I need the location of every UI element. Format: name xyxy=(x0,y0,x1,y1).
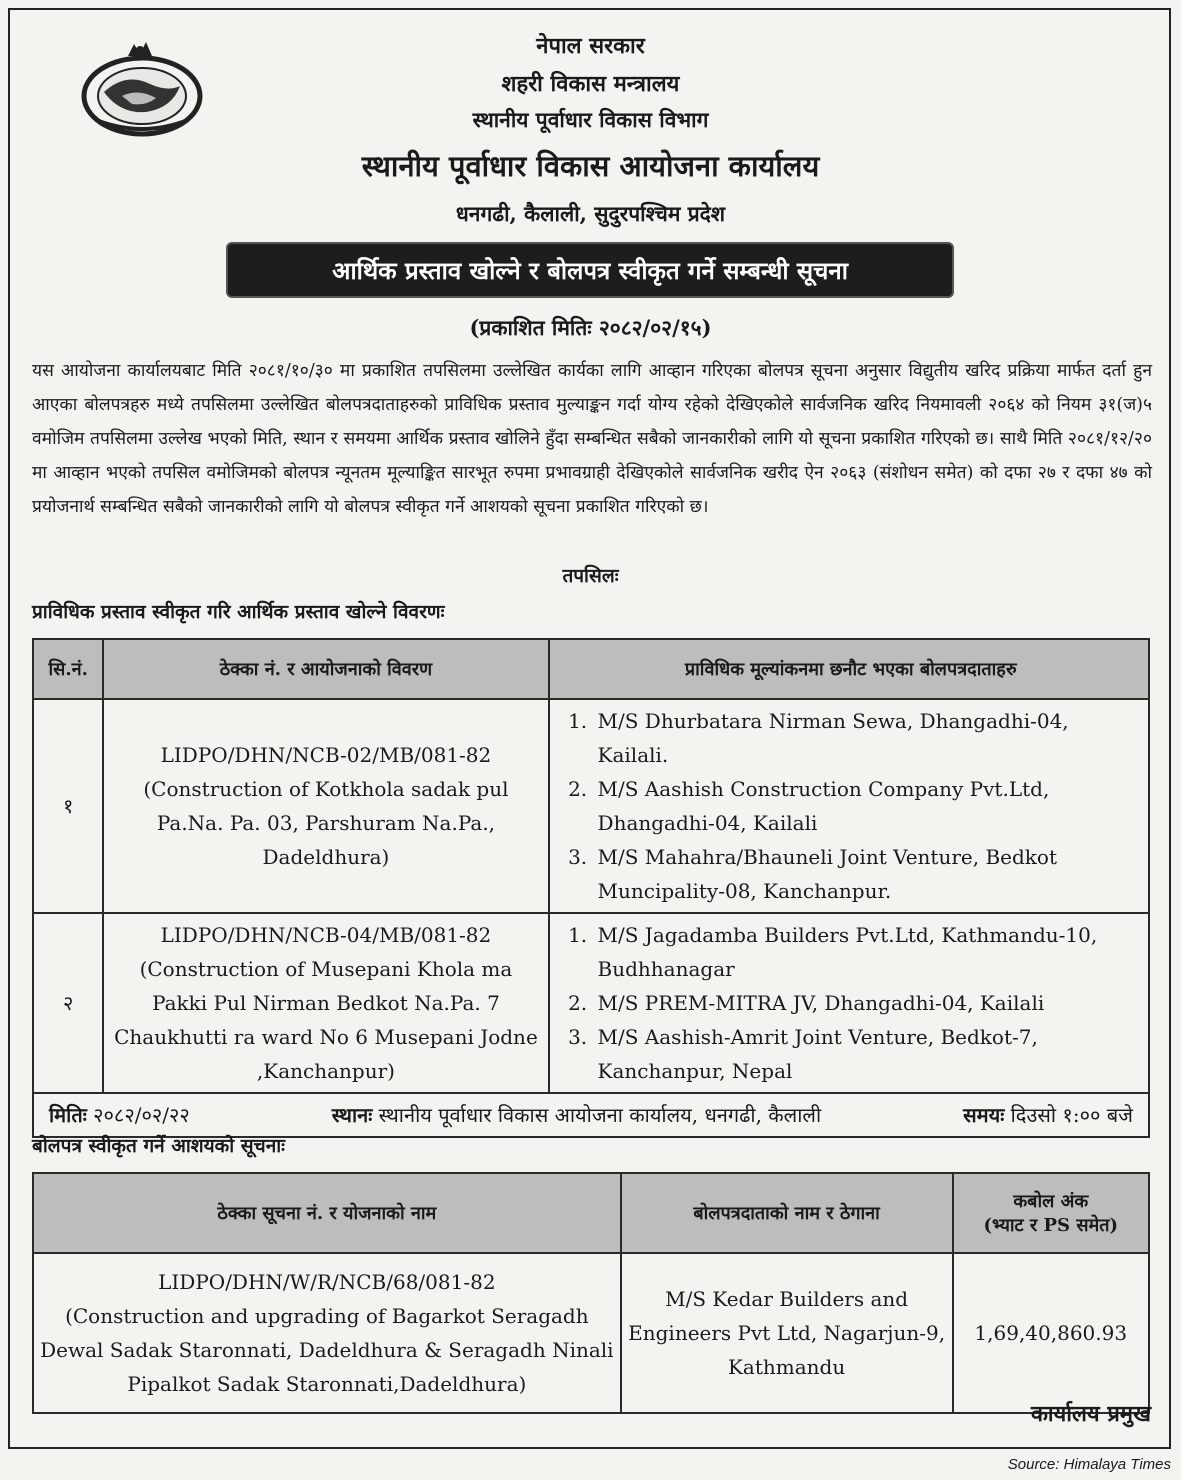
amount-header-line2: (भ्याट र PS समेत) xyxy=(983,1215,1119,1236)
column-header-bidders: प्राविधिक मूल्यांकनमा छनौट भएका बोलपत्रदाताहरु xyxy=(549,639,1149,699)
opening-date xyxy=(49,1098,190,1132)
project-description: (Construction of Musepani Khola ma Pakki Pul Nirman Bedkot Na.Pa. 7 Chaukhutti ra ward No 6 Musepani Jodne ,Kanchanpur) xyxy=(114,957,538,1083)
contract-number: LIDPO/DHN/NCB-04/MB/081-82 xyxy=(160,923,492,947)
bidder-item: 2. M/S PREM-MITRA JV, Dhangadhi-04, Kailali xyxy=(594,986,1142,1020)
bidders-cell xyxy=(549,913,1149,1093)
office-name: स्थानीय पूर्वाधार विकास आयोजना कार्यालय xyxy=(361,149,820,183)
header-line-ministry: शहरी विकास मन्त्रालय xyxy=(501,71,680,97)
office-chief-signoff: कार्यालय प्रमुख xyxy=(1030,1401,1151,1427)
opening-time-value: दिउसो १:०० बजे xyxy=(1010,1103,1133,1127)
table-header-row xyxy=(33,639,1149,699)
column-header-bidder: बोलपत्रदाताको नाम र ठेगाना xyxy=(621,1173,953,1253)
opening-date-label: मितिः xyxy=(49,1103,87,1127)
office-address: धनगढी, कैलाली, सुदुरपश्चिम प्रदेश xyxy=(455,201,726,226)
bidder-item: 2. M/S Aashish Construction Company Pvt.Ltd, Dhangadhi-04, Kailali xyxy=(594,772,1142,840)
section-financial-opening-title: प्राविधिक प्रस्ताव स्वीकृत गरि आर्थिक प्रस्ताव खोल्ने विवरणः xyxy=(32,601,445,623)
published-date: (प्रकाशित मितिः २०८२/०२/१५) xyxy=(469,315,712,340)
opening-date-value: २०८२/०२/२२ xyxy=(93,1103,190,1127)
contract-cell xyxy=(103,699,548,913)
section-intent-title: बोलपत्र स्वीकृत गर्ने आशयको सूचनाः xyxy=(32,1135,286,1157)
opening-time-label: समयः xyxy=(963,1103,1005,1127)
schedule-label: तपसिलः xyxy=(562,565,619,587)
intro-paragraph: यस आयोजना कार्यालयबाट मिति २०८१/१०/३० मा प्रकाशित तपसिलमा उल्लेखित कार्यका लागि आव्हान गरिएका बोलपत्र सूचना अनुसार विद्युतीय खरिद प्रक्रिया मार्फत दर्ता हुन आएका बोलपत्रहरु मध्ये तपसिलमा उल्लेखित बोलपत्रदाताहरुको प्राविधिक प्रस्ताव मुल्याङ्कन गर्दा योग्य रहेको देखिएकोले सार्वजनिक खरिद नियमावली २०६४ को नियम ३१(ज)५ वमोजिम तपसिलमा उल्लेख भएको मिति, स्थान र समयमा आर्थिक प्रस्ताव खोलिने हुँदा सम्बन्धित सबैको जानकारीको लागि यो सूचना प्रकाशित गरिएको छ। साथै मिति २०८१/१२/२० मा आव्हान भएको तपसिल वमोजिमको बोलपत्र न्यूनतम मूल्याङ्कित सारभूत रुपमा प्रभावग्राही देखिएकोले सार्वजनिक खरीद ऐन २०६३ (संशोधन समेत) को दफा २७ र दफा ४७ को प्रयोजनार्थ सम्बन्धित सबैको जानकारीको लागि यो बोलपत्र स्वीकृत गर्ने आशयको सूचना प्रकाशित गरिएको छ। xyxy=(32,361,1152,517)
column-header-contract: ठेक्का सूचना नं. र योजनाको नाम xyxy=(33,1173,621,1253)
opening-place-value: स्थानीय पूर्वाधार विकास आयोजना कार्यालय, धनगढी, कैलाली xyxy=(378,1103,822,1127)
opening-place-label: स्थानः xyxy=(331,1103,373,1127)
contract-number: LIDPO/DHN/W/R/NCB/68/081-82 xyxy=(158,1270,496,1294)
notice-title-banner: आर्थिक प्रस्ताव खोल्ने र बोलपत्र स्वीकृत गर्ने सम्बन्धी सूचना xyxy=(228,244,952,296)
bidder-cell: M/S Kedar Builders and Engineers Pvt Ltd, Nagarjun-9, Kathmandu xyxy=(621,1253,953,1413)
table-row xyxy=(33,913,1149,1093)
financial-opening-table xyxy=(32,638,1150,1138)
opening-time xyxy=(963,1098,1133,1132)
opening-details-row xyxy=(33,1093,1149,1137)
table-header-row xyxy=(33,1173,1149,1253)
contract-cell xyxy=(33,1253,621,1413)
project-description: (Construction and upgrading of Bagarkot Seragadh Dewal Sadak Staronnati, Dadeldhura & Seragadh Ninali Pipalkot Sadak Staronnati,Dadeldhura) xyxy=(40,1304,614,1396)
opening-details-cell xyxy=(33,1093,1149,1137)
project-description: (Construction of Kotkhola sadak pul Pa.Na. Pa. 03, Parshuram Na.Pa., Dadeldhura) xyxy=(143,777,509,869)
bid-amount: 1,69,40,860.93 xyxy=(953,1253,1149,1413)
source-credit: Source: Himalaya Times xyxy=(1007,1456,1171,1473)
bidder-list xyxy=(560,704,1142,908)
bidder-item: 3. M/S Aashish-Amrit Joint Venture, Bedkot-7, Kanchanpur, Nepal xyxy=(594,1020,1142,1088)
header-line-government: नेपाल सरकार xyxy=(536,33,645,59)
contract-number: LIDPO/DHN/NCB-02/MB/081-82 xyxy=(160,743,492,767)
bidder-item: 1. M/S Jagadamba Builders Pvt.Ltd, Kathmandu-10, Budhhanagar xyxy=(594,918,1142,986)
row-serial: १ xyxy=(33,699,103,913)
bidders-cell xyxy=(549,699,1149,913)
opening-place xyxy=(332,1098,821,1132)
column-header-contract: ठेक्का नं. र आयोजनाको विवरण xyxy=(103,639,548,699)
header-line-department: स्थानीय पूर्वाधार विकास विभाग xyxy=(472,107,709,132)
bidder-item: 1. M/S Dhurbatara Nirman Sewa, Dhangadhi-04, Kailali. xyxy=(594,704,1142,772)
column-header-amount xyxy=(953,1173,1149,1253)
bidder-item: 3. M/S Mahahra/Bhauneli Joint Venture, Bedkot Muncipality-08, Kanchanpur. xyxy=(594,840,1142,908)
table-row xyxy=(33,699,1149,913)
intent-award-table xyxy=(32,1172,1150,1414)
column-header-sn: सि.नं. xyxy=(33,639,103,699)
bidder-list xyxy=(560,918,1142,1088)
contract-cell xyxy=(103,913,548,1093)
amount-header-line1: कबोल अंक xyxy=(1013,1191,1089,1212)
table-row xyxy=(33,1253,1149,1413)
row-serial: २ xyxy=(33,913,103,1093)
